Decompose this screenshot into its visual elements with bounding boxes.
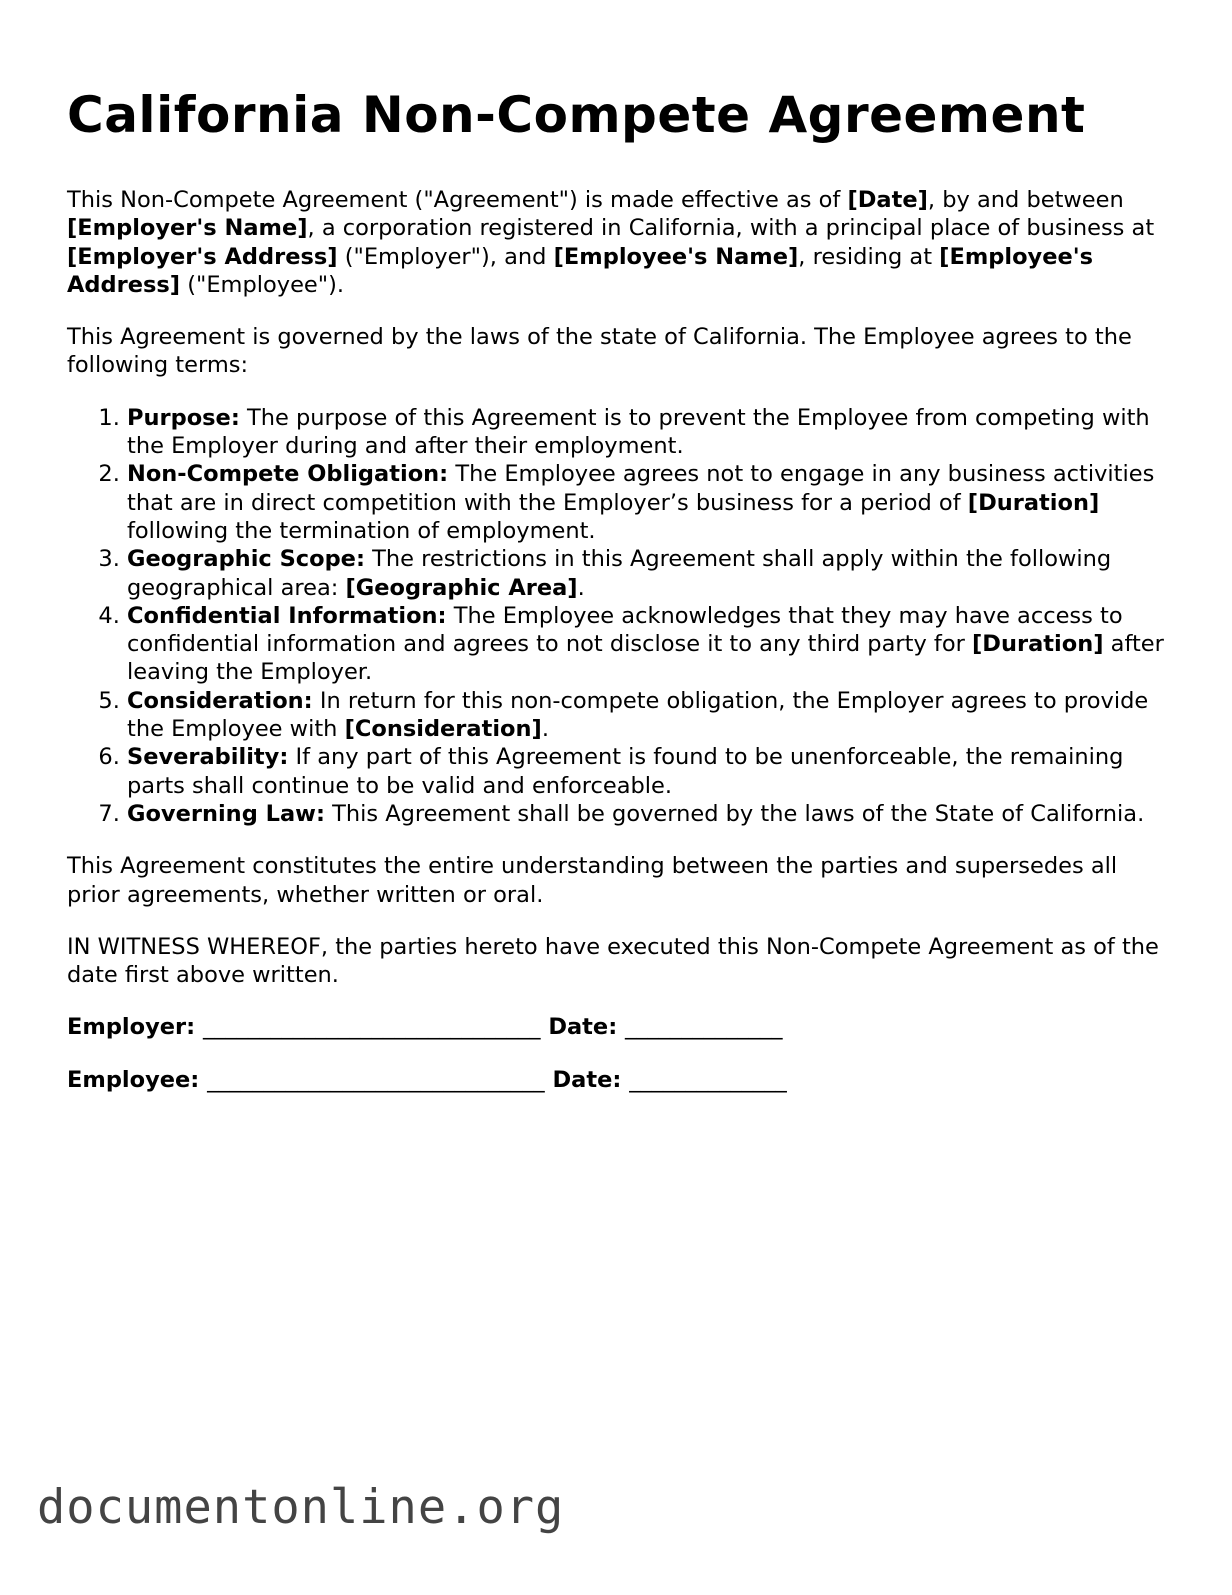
governed-paragraph: This Agreement is governed by the laws of the state of California. The Employee agrees to the following terms: bbox=[67, 324, 1132, 379]
employee-date-label: Date: bbox=[552, 1066, 622, 1093]
employee-label: Employee: bbox=[67, 1066, 200, 1093]
term-item bbox=[127, 404, 1167, 461]
duration-field: [Duration] bbox=[972, 631, 1104, 658]
terms-list bbox=[67, 404, 1167, 828]
intro-text: , by and between bbox=[927, 187, 1124, 213]
intro-text: ("Employer"), and bbox=[337, 243, 554, 270]
employee-name-field: [Employee's Name] bbox=[553, 243, 799, 270]
term-item bbox=[127, 602, 1167, 687]
entire-agreement-paragraph: This Agreement constitutes the entire understanding between the parties and supersedes all prior agreements, whether written or oral. bbox=[67, 853, 1118, 908]
term-item bbox=[127, 743, 1167, 800]
term-item bbox=[127, 460, 1167, 545]
employer-signature-blank[interactable]: ______________________________ bbox=[202, 1014, 541, 1041]
employee-signature-line bbox=[67, 1066, 1167, 1094]
term-text: The Employee agrees not to engage in any business activities that are in direct competition with the Employer’s business for a period of bbox=[127, 461, 1155, 516]
date-field: [Date] bbox=[847, 187, 928, 213]
term-label: Severability: bbox=[127, 744, 289, 771]
term-label: Geographic Scope: bbox=[127, 546, 365, 573]
employee-address-field: [Employee's Address] bbox=[67, 243, 1094, 298]
employee-date-blank[interactable]: ______________ bbox=[629, 1066, 787, 1093]
intro-text: , a corporation registered in California, with a principal place of business at bbox=[307, 215, 1155, 242]
consideration-field: [Consideration] bbox=[344, 716, 542, 743]
term-label: Confidential Information: bbox=[127, 602, 447, 629]
employer-address-field: [Employer's Address] bbox=[67, 243, 338, 270]
employee-signature-blank[interactable]: ______________________________ bbox=[207, 1066, 545, 1093]
employer-label: Employer: bbox=[67, 1014, 196, 1041]
intro-paragraph bbox=[67, 186, 1167, 299]
term-text: . bbox=[541, 716, 549, 743]
term-text: In return for this non-compete obligation, the Employer agrees to provide the Employee with bbox=[127, 687, 1149, 743]
employer-signature-line bbox=[67, 1013, 1167, 1041]
employer-name-field: [Employer's Name] bbox=[67, 215, 308, 242]
watermark: documentonline.org bbox=[37, 1480, 565, 1535]
term-item bbox=[127, 687, 1167, 744]
geographic-area-field: [Geographic Area] bbox=[345, 574, 578, 601]
employer-date-blank[interactable]: ______________ bbox=[625, 1014, 783, 1041]
term-label: Purpose: bbox=[127, 404, 240, 431]
page-title: California Non-Compete Agreement bbox=[67, 86, 1086, 144]
intro-text: ("Employee"). bbox=[180, 271, 345, 298]
witness-paragraph: IN WITNESS WHEREOF, the parties hereto have executed this Non-Compete Agreement as of the date first above written. bbox=[67, 933, 1159, 989]
employer-date-label: Date: bbox=[548, 1014, 618, 1041]
term-item bbox=[127, 545, 1167, 602]
intro-text: This Non-Compete Agreement ("Agreement") is made effective as of bbox=[67, 187, 848, 213]
term-text: The purpose of this Agreement is to prevent the Employee from competing with the Employer during and after their employment. bbox=[127, 404, 1150, 460]
term-item bbox=[127, 800, 1167, 828]
term-text: This Agreement shall be governed by the laws of the State of California. bbox=[324, 800, 1145, 827]
term-text: following the termination of employment. bbox=[127, 517, 596, 544]
term-label: Consideration: bbox=[127, 687, 313, 714]
term-label: Governing Law: bbox=[127, 800, 325, 827]
term-label: Non-Compete Obligation: bbox=[127, 461, 449, 488]
term-text: after leaving the Employer. bbox=[127, 631, 1164, 686]
term-text: If any part of this Agreement is found to be unenforceable, the remaining parts shall continue to be valid and enforceable. bbox=[127, 744, 1124, 799]
duration-field: [Duration] bbox=[967, 489, 1100, 516]
term-text: The restrictions in this Agreement shall apply within the following geographical area: bbox=[127, 546, 1112, 601]
document-page bbox=[67, 80, 1167, 1118]
term-text: The Employee acknowledges that they may have access to confidential information and agrees to not disclose it to any third party for bbox=[127, 602, 1123, 658]
intro-text: , residing at bbox=[798, 243, 940, 270]
term-text: . bbox=[577, 574, 585, 601]
